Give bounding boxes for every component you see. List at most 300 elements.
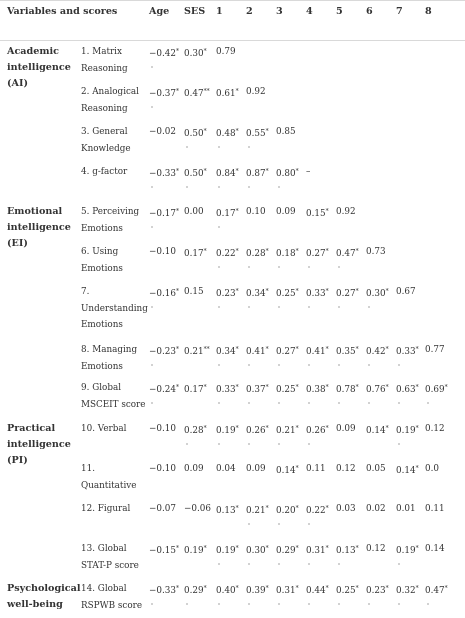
table-cell [425,583,448,597]
cell-value: 0.31 [276,586,296,596]
row-label [81,124,145,157]
row-label-line: MSCEIT score [81,399,146,410]
cell-value: 0.63 [396,385,416,395]
table-cell [184,463,204,475]
significance-marker: * [325,248,329,255]
significance-dot [248,563,250,565]
cell-value: 0.61 [216,89,236,99]
significance-dot [248,603,250,605]
cell-value: −0.42 [149,49,176,59]
cell-value: 0.17 [184,249,204,259]
group-label-line: (PI) [7,455,28,466]
significance-dot [248,266,250,268]
row-label [81,342,145,375]
table-cell [366,286,389,300]
row-label [81,501,145,518]
table-cell [276,423,299,437]
significance-marker: * [203,585,207,592]
row-label-line: 6. Using [81,247,119,257]
row-label-line: Reasoning [81,103,128,114]
table-cell [246,286,269,300]
row-label-line: 10. Verbal [81,424,127,434]
significance-dot [308,402,310,404]
group-label [7,44,71,92]
table-cell [366,463,386,475]
significance-marker: * [203,384,207,391]
table-cell [184,382,207,396]
table-cell [149,503,176,515]
table-cell [184,246,207,260]
cell-value: −0.24 [149,385,176,395]
cell-value: 0.27 [276,347,296,357]
cell-value: 0.30 [246,546,266,556]
significance-dot [248,186,250,188]
table-cell [336,543,359,557]
significance-marker: * [175,346,179,353]
row-label [81,164,145,181]
group-label-line: intelligence [7,62,71,73]
row-label-line: 11. [81,464,95,474]
table-cell [246,126,269,140]
significance-marker: * [265,346,269,353]
cell-value: 0.50 [184,169,204,179]
cell-value: 0.14 [276,466,296,476]
table-cell [306,463,326,475]
significance-dot [151,603,153,605]
cell-value: 0.02 [366,504,386,514]
group-label [7,421,71,469]
table-cell [149,46,179,60]
significance-marker: * [385,288,389,295]
significance-marker: * [444,384,448,391]
table-cell [216,423,239,437]
significance-dot [186,146,188,148]
significance-marker: * [175,208,179,215]
significance-marker: * [175,384,179,391]
table-cell [184,423,207,437]
significance-marker: * [203,248,207,255]
cell-value: −0.06 [184,504,211,514]
table-cell [306,206,329,220]
row-label-line: Emotions [81,361,123,372]
significance-dot [218,306,220,308]
cell-value: 0.09 [184,464,204,474]
significance-dot [218,402,220,404]
row-label-line: Emotions [81,320,123,330]
row-label-line: Quantitative [81,480,137,491]
cell-value: 0.32 [396,586,416,596]
table-cell [366,543,386,555]
cell-value: −0.33 [149,586,176,596]
cell-value: 0.44 [306,586,326,596]
row-label [81,421,145,438]
significance-dot [278,443,280,445]
cell-value: 0.21 [184,347,204,357]
table-cell [366,503,386,515]
cell-value: −0.17 [149,209,176,219]
cell-value: 0.50 [184,129,204,139]
significance-marker: * [235,168,239,175]
cell-value: 0.19 [216,546,236,556]
significance-marker: * [265,248,269,255]
header-variables: Variables and scores [7,6,118,17]
cell-value: 0.47 [425,586,445,596]
top-rule [0,0,465,1]
cell-value: 0.55 [246,129,266,139]
significance-dot [338,563,340,565]
significance-marker: * [295,465,299,472]
header-col-4: 4 [306,6,313,17]
table-cell [246,344,269,358]
table-cell [425,423,445,435]
significance-dot [308,563,310,565]
significance-dot [338,603,340,605]
cell-value: 0.17 [184,385,204,395]
table-cell [149,344,179,358]
significance-marker: * [175,545,179,552]
row-label-line: 4. g-factor [81,167,128,177]
cell-value: 0.14 [425,544,445,554]
table-cell [246,543,269,557]
table-cell [425,463,439,475]
significance-dot [218,603,220,605]
significance-dot [218,364,220,366]
table-cell [246,86,266,98]
cell-value: −0.07 [149,504,176,514]
cell-value: 0.27 [306,249,326,259]
cell-value: 0.13 [216,506,236,516]
cell-value: 0.25 [276,289,296,299]
table-cell [149,463,176,475]
table-cell [216,583,239,597]
cell-value: 0.25 [276,385,296,395]
cell-value: 0.80 [276,169,296,179]
table-cell [216,166,239,180]
significance-dot [186,186,188,188]
cell-value: 0.26 [306,426,326,436]
significance-marker: * [295,288,299,295]
table-cell [306,503,329,517]
significance-marker: * [415,346,419,353]
significance-dot [151,66,153,68]
significance-marker: * [203,425,207,432]
significance-marker: * [265,168,269,175]
table-cell [276,126,296,138]
cell-value: 0.67 [396,287,416,297]
table-cell [425,344,445,356]
table-cell [216,206,239,220]
significance-marker: ** [203,346,210,353]
table-cell [184,286,204,298]
cell-value: 0.34 [216,347,236,357]
significance-dot [368,364,370,366]
table-cell [336,206,356,218]
table-cell [336,423,356,435]
significance-marker: * [415,465,419,472]
cell-value: 0.15 [306,209,326,219]
row-label-line: Emotions [81,263,123,274]
significance-dot [427,402,429,404]
significance-dot [398,364,400,366]
significance-marker: * [175,585,179,592]
cell-value: 0.37 [246,385,266,395]
significance-marker: * [325,288,329,295]
row-label-line: 7. [81,287,90,297]
cell-value: 0.03 [336,504,356,514]
cell-value: 0.04 [216,464,236,474]
significance-dot [278,603,280,605]
table-cell [425,382,448,396]
significance-dot [151,306,153,308]
significance-dot [398,563,400,565]
significance-dot [338,306,340,308]
cell-value: −0.16 [149,289,176,299]
header-ses: SES [184,6,206,17]
table-cell [216,246,239,260]
cell-value: −0.33 [149,169,176,179]
significance-marker: * [235,505,239,512]
cell-value: 0.34 [246,289,266,299]
significance-marker: * [325,425,329,432]
cell-value: 0.29 [184,586,204,596]
significance-marker: * [295,505,299,512]
table-cell [366,246,386,258]
cell-value: −0.15 [149,546,176,556]
significance-marker: * [175,48,179,55]
row-label-line: Emotions [81,223,123,234]
row-label [81,581,145,614]
significance-marker: * [175,168,179,175]
table-cell [276,166,299,180]
significance-marker: * [295,346,299,353]
table-cell [306,543,329,557]
significance-dot [278,523,280,525]
cell-value: 0.01 [396,504,416,514]
table-cell [184,344,210,358]
cell-value: 0.87 [246,169,266,179]
cell-value: 0.33 [396,347,416,357]
significance-marker: * [355,288,359,295]
table-cell [184,503,211,515]
row-label-line: 3. General [81,127,128,137]
row-label-line: Understanding [81,303,148,314]
table-cell [276,503,299,517]
significance-marker: * [415,425,419,432]
table-cell [276,382,299,396]
cell-value: 0.25 [336,586,356,596]
significance-marker: ** [203,88,210,95]
table-cell [246,166,269,180]
significance-marker: * [325,505,329,512]
header-col-7: 7 [396,6,403,17]
significance-marker: * [295,384,299,391]
cell-value: 0.22 [306,506,326,516]
significance-dot [398,402,400,404]
significance-marker: * [295,585,299,592]
row-label-line: 13. Global [81,544,127,554]
significance-marker: * [265,425,269,432]
significance-marker: * [415,585,419,592]
significance-dot [368,402,370,404]
significance-marker: * [325,384,329,391]
significance-marker: * [235,346,239,353]
significance-dot [248,443,250,445]
header-age: Age [149,6,170,17]
table-cell [246,382,269,396]
cell-value: −0.10 [149,247,176,257]
cell-value: 0.30 [366,289,386,299]
significance-marker: * [444,585,448,592]
cell-value: 0.12 [425,424,445,434]
row-label [81,84,145,117]
row-label-line: 2. Analogical [81,87,139,97]
header-col-5: 5 [336,6,343,17]
significance-marker: * [265,128,269,135]
cell-value: 0.79 [216,47,236,57]
cell-value: 0.19 [396,426,416,436]
cell-value: 0.92 [336,207,356,217]
significance-dot [248,146,250,148]
significance-dot [248,523,250,525]
significance-dot [308,443,310,445]
significance-marker: * [265,545,269,552]
group-label-line: Practical [7,423,56,434]
cell-value: 0.69 [425,385,445,395]
significance-marker: * [355,346,359,353]
header-col-6: 6 [366,6,373,17]
table-cell [396,583,419,597]
cell-value: 0.15 [184,287,204,297]
significance-dot [308,266,310,268]
cell-value: 0.41 [306,347,326,357]
significance-dot [218,266,220,268]
row-label-line: 12. Figural [81,504,131,514]
cell-value: 0.21 [276,426,296,436]
table-cell [184,206,204,218]
significance-dot [308,306,310,308]
cell-value: 0.23 [216,289,236,299]
table-cell [396,286,416,298]
cell-value: 0.09 [246,464,266,474]
significance-marker: * [235,208,239,215]
significance-marker: * [295,168,299,175]
significance-dot [278,266,280,268]
significance-dot [278,364,280,366]
significance-dot [368,306,370,308]
significance-dot [308,523,310,525]
significance-dot [308,603,310,605]
table-cell [246,463,266,475]
significance-dot [218,186,220,188]
row-label [81,44,145,77]
table-cell [306,286,329,300]
table-cell [306,382,329,396]
cell-value: 0.10 [246,207,266,217]
significance-marker: * [355,585,359,592]
significance-dot [248,306,250,308]
table-cell [276,286,299,300]
cell-value: 0.42 [366,347,386,357]
significance-marker: * [385,425,389,432]
significance-marker: * [325,346,329,353]
table-cell [184,126,207,140]
table-cell [149,382,179,396]
table-cell [246,246,269,260]
cell-value: – [306,167,311,177]
table-cell [184,86,210,100]
cell-value: 0.09 [276,207,296,217]
significance-dot [248,402,250,404]
table-cell [396,463,419,477]
table-cell [396,503,416,515]
significance-marker: * [235,128,239,135]
group-label [7,581,81,613]
table-cell [276,583,299,597]
table-cell [184,166,207,180]
significance-dot [218,443,220,445]
header-col-1: 1 [216,6,223,17]
cell-value: 0.77 [425,345,445,355]
cell-value: 0.33 [216,385,236,395]
cell-value: 0.47 [336,249,356,259]
table-cell [366,344,389,358]
table-cell [276,246,299,260]
cell-value: 0.20 [276,506,296,516]
table-cell [246,503,269,517]
cell-value: 0.05 [366,464,386,474]
table-cell [216,286,239,300]
table-cell [184,46,207,60]
significance-marker: * [385,384,389,391]
significance-dot [398,443,400,445]
table-cell [425,503,445,515]
table-cell [276,543,299,557]
significance-dot [308,364,310,366]
cell-value: 0.28 [246,249,266,259]
table-cell [366,583,389,597]
table-cell [184,583,207,597]
table-cell [276,463,299,477]
significance-dot [278,402,280,404]
cell-value: 0.18 [276,249,296,259]
cell-value: 0.47 [184,89,204,99]
table-cell [396,543,419,557]
significance-marker: * [325,208,329,215]
table-cell [149,286,179,300]
row-label-line: 8. Managing [81,345,138,355]
cell-value: 0.78 [336,385,356,395]
row-label [81,204,145,237]
cell-value: 0.14 [396,466,416,476]
significance-marker: * [265,288,269,295]
significance-marker: * [235,248,239,255]
cell-value: 0.84 [216,169,236,179]
row-label-line: RSPWB score [81,600,143,611]
table-cell [366,382,389,396]
significance-marker: * [325,585,329,592]
significance-marker: * [295,248,299,255]
table-cell [246,583,269,597]
table-cell [306,583,329,597]
cell-value: 0.14 [366,426,386,436]
row-label-line: 1. Matrix [81,47,122,57]
header-rule [0,40,465,41]
significance-marker: * [265,505,269,512]
table-cell [306,423,329,437]
significance-dot [427,603,429,605]
significance-marker: * [295,545,299,552]
cell-value: 0.41 [246,347,266,357]
